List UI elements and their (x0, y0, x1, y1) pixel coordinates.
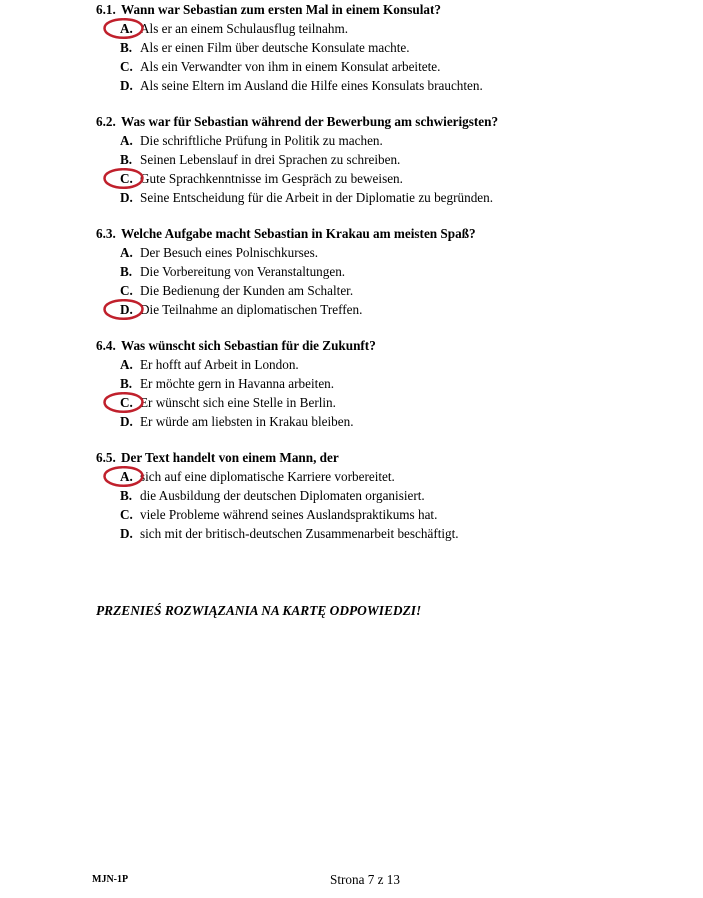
option-text: Die Teilnahme an diplomatischen Treffen. (140, 302, 363, 317)
answer-option[interactable] (0, 38, 703, 57)
question-prompt: Der Text handelt von einem Mann, der (121, 450, 339, 465)
option-text: Als er einen Film über deutsche Konsulate machte. (140, 40, 410, 55)
option-letter: B. (120, 152, 133, 167)
option-letter: C. (120, 507, 133, 522)
option-letter: A. (120, 133, 133, 148)
option-letter: B. (120, 40, 133, 55)
option-letter: C. (120, 283, 133, 298)
option-text: Als ein Verwandter von ihm in einem Konsulat arbeitete. (140, 59, 441, 74)
answer-option[interactable] (0, 505, 703, 524)
answer-option[interactable] (0, 486, 703, 505)
question-heading (0, 448, 703, 467)
option-letter: C. (120, 395, 133, 410)
option-letter: B. (120, 488, 133, 503)
question-number: 6.1. (96, 2, 116, 17)
page-footer (0, 872, 703, 892)
answer-option[interactable] (0, 76, 703, 95)
footer-page-number: Strona 7 z 13 (330, 872, 400, 887)
option-letter: A. (120, 245, 133, 260)
answer-option[interactable] (0, 281, 703, 300)
question-prompt: Was wünscht sich Sebastian für die Zukunft? (121, 338, 376, 353)
answer-option[interactable] (0, 169, 703, 188)
option-text: Der Besuch eines Polnischkurses. (140, 245, 318, 260)
option-text: Als er an einem Schulausflug teilnahm. (140, 21, 349, 36)
answer-option[interactable] (0, 131, 703, 150)
question-prompt: Wann war Sebastian zum ersten Mal in einem Konsulat? (121, 2, 441, 17)
answer-option[interactable] (0, 467, 703, 486)
option-letter: C. (120, 171, 133, 186)
answer-option[interactable] (0, 150, 703, 169)
answer-option[interactable] (0, 524, 703, 543)
option-letter: A. (120, 21, 133, 36)
answer-option[interactable] (0, 300, 703, 319)
option-text: Er würde am liebsten in Krakau bleiben. (140, 414, 354, 429)
answer-option[interactable] (0, 393, 703, 412)
option-letter: D. (120, 414, 133, 429)
question-block (0, 448, 703, 543)
option-text: Er wünscht sich eine Stelle in Berlin. (140, 395, 336, 410)
question-prompt: Welche Aufgabe macht Sebastian in Krakau am meisten Spaß? (121, 226, 476, 241)
option-letter: B. (120, 376, 133, 391)
option-text: Die Vorbereitung von Veranstaltungen. (140, 264, 346, 279)
option-letter: A. (120, 469, 133, 484)
option-text: Seine Entscheidung für die Arbeit in der Diplomatie zu begründen. (140, 190, 494, 205)
question-number: 6.2. (96, 114, 116, 129)
option-letter: B. (120, 264, 133, 279)
option-letter: D. (120, 190, 133, 205)
question-heading (0, 112, 703, 131)
question-number: 6.3. (96, 226, 116, 241)
option-text: die Ausbildung der deutschen Diplomaten organisiert. (140, 488, 425, 503)
answer-option[interactable] (0, 57, 703, 76)
answer-option[interactable] (0, 355, 703, 374)
option-letter: D. (120, 302, 133, 317)
answer-option[interactable] (0, 188, 703, 207)
option-letter: D. (120, 78, 133, 93)
question-number: 6.4. (96, 338, 116, 353)
footer-exam-code: MJN-1P (92, 874, 129, 885)
option-text: Gute Sprachkenntnisse im Gespräch zu beweisen. (140, 171, 403, 186)
transfer-answers-instruction: PRZENIEŚ ROZWIĄZANIA NA KARTĘ ODPOWIEDZI! (96, 603, 422, 618)
question-heading (0, 0, 703, 19)
question-block (0, 112, 703, 207)
answer-option[interactable] (0, 19, 703, 38)
answer-option[interactable] (0, 412, 703, 431)
option-text: Als seine Eltern im Ausland die Hilfe eines Konsulats brauchten. (140, 78, 483, 93)
question-block (0, 0, 703, 95)
option-letter: C. (120, 59, 133, 74)
option-text: sich mit der britisch-deutschen Zusammenarbeit beschäftigt. (140, 526, 459, 541)
question-number: 6.5. (96, 450, 116, 465)
question-prompt: Was war für Sebastian während der Bewerbung am schwierigsten? (121, 114, 499, 129)
option-text: Die Bedienung der Kunden am Schalter. (140, 283, 354, 298)
question-block (0, 224, 703, 319)
option-text: viele Probleme während seines Auslandspraktikums hat. (140, 507, 438, 522)
option-text: Er hofft auf Arbeit in London. (140, 357, 299, 372)
option-letter: D. (120, 526, 133, 541)
question-block (0, 336, 703, 431)
answer-option[interactable] (0, 374, 703, 393)
question-heading (0, 224, 703, 243)
question-heading (0, 336, 703, 355)
option-text: Seinen Lebenslauf in drei Sprachen zu schreiben. (140, 152, 401, 167)
answer-option[interactable] (0, 262, 703, 281)
answer-option[interactable] (0, 243, 703, 262)
option-text: Die schriftliche Prüfung in Politik zu machen. (140, 133, 383, 148)
option-letter: A. (120, 357, 133, 372)
option-text: Er möchte gern in Havanna arbeiten. (140, 376, 335, 391)
option-text: sich auf eine diplomatische Karriere vorbereitet. (140, 469, 395, 484)
